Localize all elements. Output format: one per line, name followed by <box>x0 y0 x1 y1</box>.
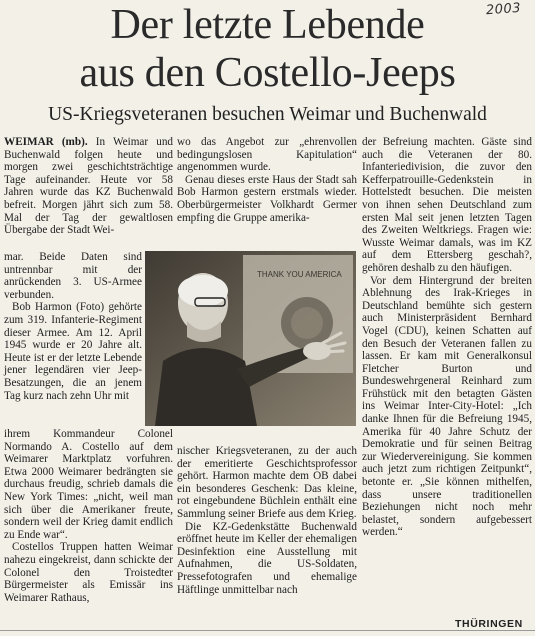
article-column-1-bottom <box>4 428 173 604</box>
paragraph: der Befreiung machten. Gäste sind auch die Veteranen der 80. Infanteriedivision, die zuvor den Kefferpatrouille-Gedenkstein in Hottelstedt besuchen. Die meisten von ihnen sehen Deutschland zum ersten Mal seit jenen letzten Tagen des Zweiten Weltkriegs. Fragen wie: Wusste Weimar damals, was im KZ auf dem Ettersberg geschah?, gehören deshalb zu den häufigen. <box>362 136 532 274</box>
dateline: WEIMAR (mb). <box>4 136 88 148</box>
paragraph: Die KZ-Gedenkstätte Buchenwald eröffnet heute im Keller der ehemaligen Desinfektion eine Ausstellung mit Aufnahmen, die US-Soldaten, Pressefotografen und ehemalige Häftlinge unmittelbar nach <box>177 520 357 596</box>
paragraph: Costellos Truppen hatten Weimar nahezu eingekreist, dann schickte der Colonel den Troistedter Bürgermeister als Emissär ins Weimarer Rathaus, <box>4 541 173 604</box>
article-column-3 <box>362 136 532 539</box>
headline-line-2: aus den Costello-Jeeps <box>79 50 456 96</box>
paragraph: Genau dieses erste Haus der Stadt sah Bob Harmon gestern erstmals wieder. Oberbürgermeister Volkhardt Germer empfing die Gruppe amerika- <box>177 173 357 224</box>
headline-line-1: Der letzte Lebende <box>110 2 425 48</box>
paragraph: mar. Beide Daten sind untrennbar mit der anrückenden 3. US-Armee verbunden. <box>4 251 142 301</box>
article-column-1-top <box>4 136 173 237</box>
article-column-2-bottom <box>177 445 357 596</box>
paragraph: nischer Kriegsveteranen, zu der auch der emeritierte Geschichtsprofessor gehört. Harmon machte dem OB dabei ein besonderes Geschenk: Das kleine, rot eingebundene Büchlein enthält eine Sammlung seiner Briefe aus dem Krieg. <box>177 445 357 520</box>
article-column-2-top <box>177 136 357 224</box>
paragraph: wo das Angebot zur „ehrenvollen bedingungslosen Kapitulation“ angenommen wurde. <box>177 136 357 174</box>
intro-text: In Weimar und Buchenwald folgen heute und morgen zwei geschichtsträchtige Tage aufeinander. Heute vor 58 Jahren wurde das KZ Buchenwald befreit. Morgen jährt sich zum 58. Mal der Tag der gewaltlosen Übergabe der Stadt Wei- <box>4 136 174 237</box>
source-label: THÜRINGEN <box>455 618 523 630</box>
article-column-1-wrap <box>4 251 142 402</box>
paragraph: Vor dem Hintergrund der breiten Ablehnung des Irak-Krieges in Deutschland bemühte sich gestern auch Ministerpräsident Bernhard Vogel (CDU), keinen Schatten auf den Besuch der Veteranen fallen zu lassen. Er kam mit Generalkonsul Fletcher Burton und Bundeswehrgeneral Reinhard zum Frühstück mit den betagten Gästen ins Weimar Inter-City-Hotel: „Ich danke Ihnen für die Befreiung 1945, Amerika für 40 Jahre Schutz der Demokratie und für seinen Beitrag zur Wiedervereinigung. Sie kommen auch jetzt zum richtigen Zeitpunkt“, betonte er. „Sie können mithelfen, dass unsere traditionellen Beziehungen nicht noch mehr belastet, sondern aufgebessert werden.“ <box>362 274 532 539</box>
bottom-rule <box>0 630 535 631</box>
veteran-photo <box>145 251 356 426</box>
handwritten-year-note: 2003 <box>485 0 522 19</box>
photo-sign-text: THANK YOU AMERICA <box>257 270 342 279</box>
photo-image <box>145 251 356 426</box>
paragraph: ihrem Kommandeur Colonel Normando A. Costello auf dem Weimarer Marktplatz vorfuhren. Etwa 2000 Weimarer bedrängten sie durchaus freudig, schrieb damals die New York Times: „nicht, weil man sich über die Amerikaner freute, sondern weil der Krieg damit endlich zu Ende war“. <box>4 428 173 541</box>
paragraph: Bob Harmon (Foto) gehörte zum 319. Infanterie-Regiment dieser Armee. Am 12. April 1945 wurde er 20 Jahre alt. Heute ist er der letzte Lebende jener legendären vier Jeep-Besatzungen, die an jenem Tag kurz nach zehn Uhr mit <box>4 301 142 402</box>
subheadline: US-Kriegsveteranen besuchen Weimar und Buchenwald <box>48 104 487 125</box>
